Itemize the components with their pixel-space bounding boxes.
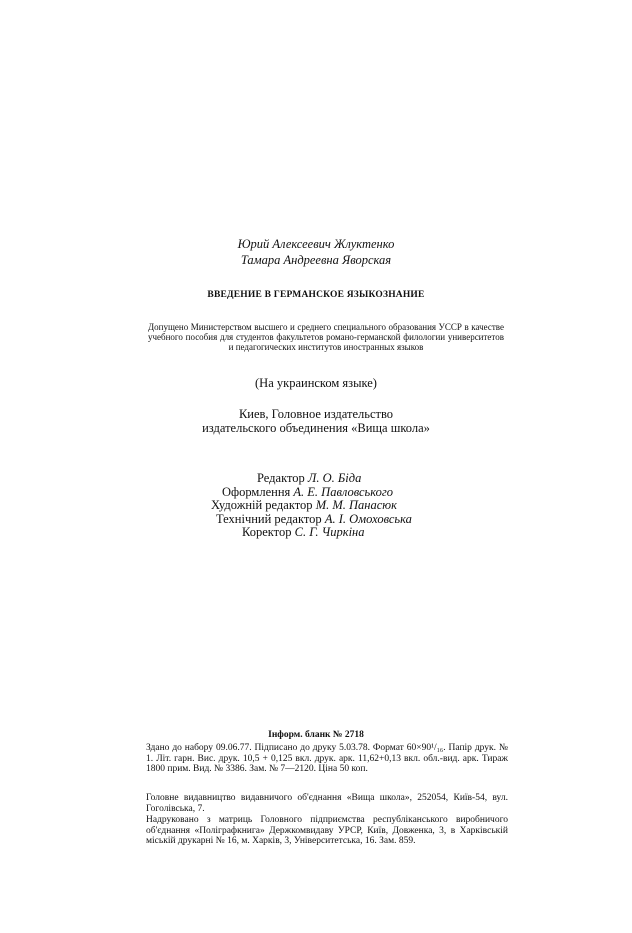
print-specs-text: Здано до набору 09.06.77. Підписано до друку 5.03.78. Формат 60×90¹/₁₆. Папір друк. № 1. Літ. гарн. Вис. друк. 10,5 + 0,125 вкл. друк. арк. 11,62+0,13 вкл. обл.-вид. арк. Тираж 1800 прим. Вид. № 3386. Зам. № 7—2120. Ціна 50 коп. <box>146 743 508 774</box>
printer-info-text: Надруковано з матриць Головного підприємства республіканського виробничого об'єднання «Поліграфкнига» Держкомвидаву УРСР, Київ, Довженка, 3, в Харківській міській друкарні № 16, м. Харків, 3, Університетська, 16. Зам. 859. <box>146 815 508 846</box>
credit-proofreader <box>242 526 632 540</box>
credit-name: М. М. Панасюк <box>315 498 397 512</box>
credit-art-editor <box>211 499 632 513</box>
credit-tech-editor <box>216 513 632 527</box>
credit-role: Коректор <box>242 525 292 539</box>
credit-role: Редактор <box>257 471 305 485</box>
book-title: ВВЕДЕНИЕ В ГЕРМАНСКОЕ ЯЗЫКОЗНАНИЕ <box>207 290 425 300</box>
publisher-address-text: Головне видавництво видавничого об'єднання «Вища школа», 252054, Київ-54, вул. Гоголівська, 7. <box>146 793 508 814</box>
credit-name: А. Е. Павловського <box>293 484 393 499</box>
credit-name: Л. О. Біда <box>307 471 362 485</box>
language-note: (На украинском языке) <box>255 376 377 390</box>
publisher-address <box>146 793 508 814</box>
printer-info <box>146 815 508 847</box>
credits-block <box>0 472 632 540</box>
credit-role: Художній редактор <box>211 498 313 512</box>
credit-editor <box>257 472 632 486</box>
authors-block <box>0 236 632 268</box>
credit-role: Оформлення <box>222 484 291 499</box>
approval-text: Допущено Министерством высшего и среднего специального образования УССР в качестве учебного пособия для студентов факультетов романо-германской филологии университетов и педагогических институтов иностранных языков <box>148 322 504 352</box>
credit-role: Технічний редактор <box>216 511 322 526</box>
credit-design <box>222 486 632 500</box>
credit-name: А. І. Омоховська <box>324 511 412 526</box>
info-form-number: Інформ. бланк № 2718 <box>268 730 364 740</box>
print-specs <box>146 743 508 775</box>
publisher-line: издательского объединения «Вища школа» <box>202 421 430 435</box>
author-name: Юрий Алексеевич Жлуктенко <box>237 237 395 251</box>
credit-name: С. Г. Чиркіна <box>294 525 365 539</box>
publisher-line: Киев, Головное издательство <box>238 407 394 421</box>
author-name: Тамара Андреевна Яворская <box>240 253 392 267</box>
publisher-block <box>0 407 632 435</box>
